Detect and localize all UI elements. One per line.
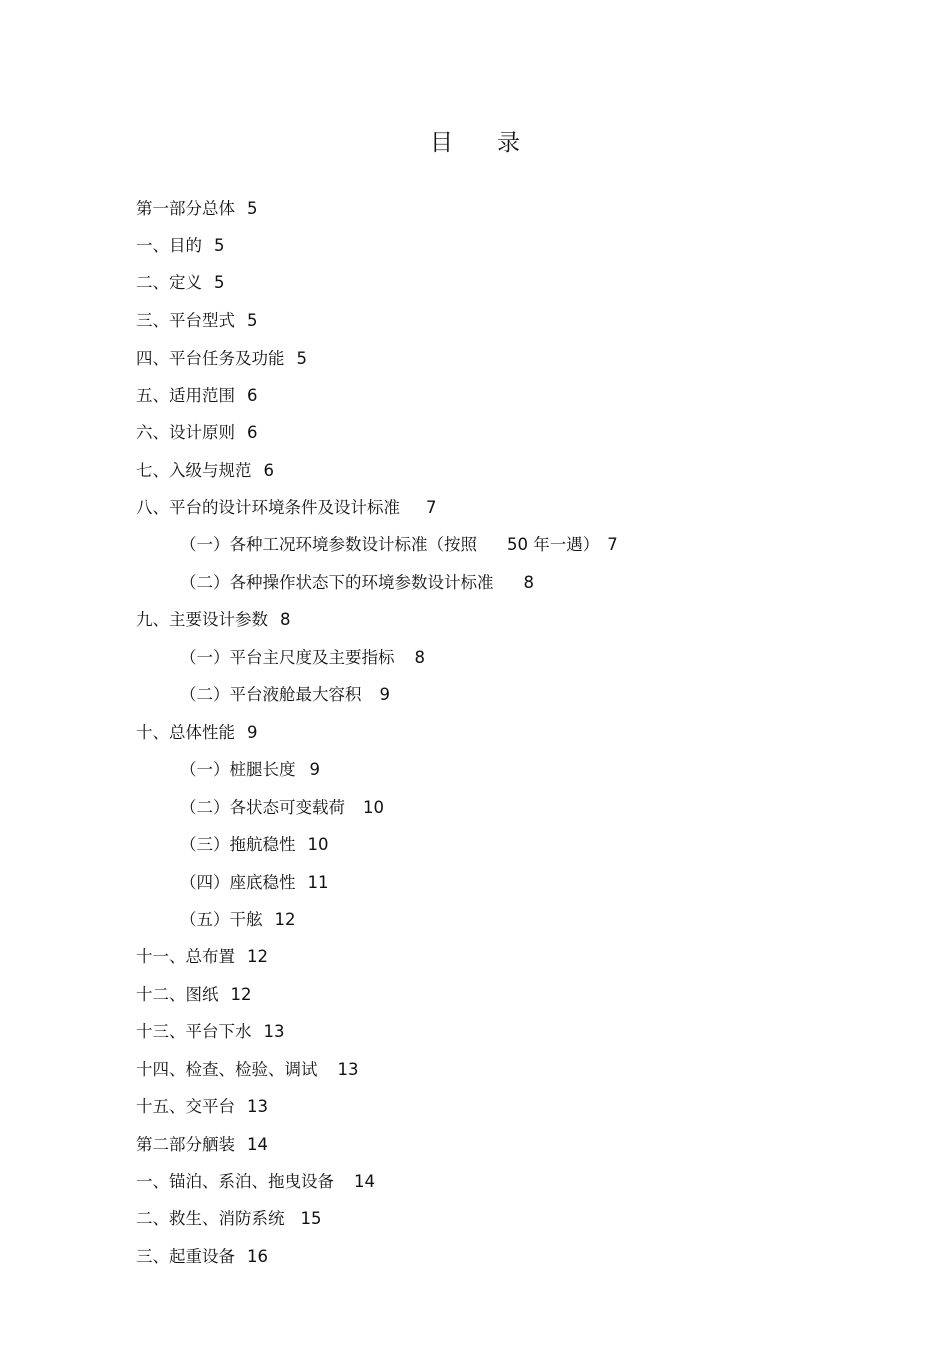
toc-subentry[interactable]: （二）平台液舱最大容积 9 bbox=[180, 683, 390, 707]
toc-page-number: 9 bbox=[379, 685, 390, 704]
toc-page-number: 5 bbox=[296, 349, 307, 368]
toc-page-number: 7 bbox=[607, 535, 618, 554]
toc-page-number: 15 bbox=[300, 1209, 322, 1228]
toc-page-number: 7 bbox=[426, 498, 437, 517]
toc-entry[interactable]: 三、起重设备 16 bbox=[136, 1245, 268, 1269]
toc-page-number: 13 bbox=[247, 1097, 268, 1116]
toc-subentry[interactable]: （五）干舷 12 bbox=[180, 908, 296, 932]
toc-subentry[interactable]: （二）各种操作状态下的环境参数设计标准 8 bbox=[180, 571, 534, 595]
toc-page-number: 11 bbox=[307, 873, 329, 892]
toc-title-char-2: 录 bbox=[497, 130, 520, 156]
toc-entry[interactable]: 十五、交平台 13 bbox=[136, 1095, 268, 1119]
toc-page-number: 13 bbox=[263, 1022, 285, 1041]
toc-page-number: 5 bbox=[247, 199, 258, 218]
toc-page-number: 5 bbox=[214, 273, 225, 292]
toc-page-number: 12 bbox=[274, 910, 296, 929]
toc-page-number: 12 bbox=[247, 947, 268, 966]
toc-entry[interactable]: 十二、图纸 12 bbox=[136, 983, 252, 1007]
toc-page-number: 8 bbox=[523, 573, 534, 592]
toc-entry[interactable]: 六、设计原则 6 bbox=[136, 421, 258, 445]
toc-page-number: 14 bbox=[354, 1172, 375, 1191]
toc-subentry[interactable]: （一）各种工况环境参数设计标准（按照 50 年一遇） 7 bbox=[180, 533, 618, 557]
toc-page-number: 14 bbox=[247, 1135, 268, 1154]
toc-entry[interactable]: 九、主要设计参数 8 bbox=[136, 608, 291, 632]
toc-page-number: 13 bbox=[337, 1060, 359, 1079]
toc-entry[interactable]: 十、总体性能 9 bbox=[136, 721, 258, 745]
toc-page-number: 10 bbox=[307, 835, 329, 854]
toc-entry[interactable]: 十一、总布置 12 bbox=[136, 945, 268, 969]
toc-subentry[interactable]: （一）平台主尺度及主要指标 8 bbox=[180, 646, 425, 670]
toc-entry[interactable]: 一、锚泊、系泊、拖曳设备 14 bbox=[136, 1170, 375, 1194]
toc-page-number: 8 bbox=[414, 648, 425, 667]
toc-subentry[interactable]: （四）座底稳性 11 bbox=[180, 871, 329, 895]
toc-entry[interactable]: 七、入级与规范 6 bbox=[136, 459, 274, 483]
toc-subentry[interactable]: （三）拖航稳性 10 bbox=[180, 833, 329, 857]
toc-entry[interactable]: 十四、检查、检验、调试 13 bbox=[136, 1058, 359, 1082]
toc-entry[interactable]: 三、平台型式 5 bbox=[136, 309, 258, 333]
toc-title-char-1: 目 bbox=[430, 130, 453, 156]
toc-subentry[interactable]: （二）各状态可变载荷 10 bbox=[180, 796, 384, 820]
toc-entry[interactable]: 二、救生、消防系统 15 bbox=[136, 1207, 322, 1231]
toc-page-number: 5 bbox=[247, 311, 258, 330]
toc-entry[interactable]: 八、平台的设计环境条件及设计标准 7 bbox=[136, 496, 437, 520]
toc-entry[interactable]: 五、适用范围 6 bbox=[136, 384, 258, 408]
toc-page-number: 6 bbox=[247, 386, 258, 405]
toc-page-number: 8 bbox=[280, 610, 291, 629]
toc-page-number: 12 bbox=[230, 985, 252, 1004]
toc-page-number: 5 bbox=[214, 236, 225, 255]
toc-page-number: 6 bbox=[263, 461, 274, 480]
toc-page-number: 9 bbox=[309, 760, 320, 779]
toc-entry[interactable]: 二、定义 5 bbox=[136, 271, 225, 295]
toc-entry[interactable]: 十三、平台下水 13 bbox=[136, 1020, 285, 1044]
toc-page-number: 6 bbox=[247, 423, 258, 442]
toc-page-number: 10 bbox=[363, 798, 384, 817]
toc-entry[interactable]: 第二部分舾装 14 bbox=[136, 1133, 268, 1157]
toc-page-number: 9 bbox=[247, 723, 258, 742]
toc-entry[interactable]: 一、目的 5 bbox=[136, 234, 225, 258]
toc-entry[interactable]: 第一部分总体 5 bbox=[136, 197, 258, 221]
toc-entry-extra: 50 年一遇） bbox=[507, 535, 600, 554]
toc-page-number: 16 bbox=[247, 1247, 268, 1266]
toc-title bbox=[0, 124, 950, 157]
toc-subentry[interactable]: （一）桩腿长度 9 bbox=[180, 758, 320, 782]
toc-entry[interactable]: 四、平台任务及功能 5 bbox=[136, 347, 307, 371]
